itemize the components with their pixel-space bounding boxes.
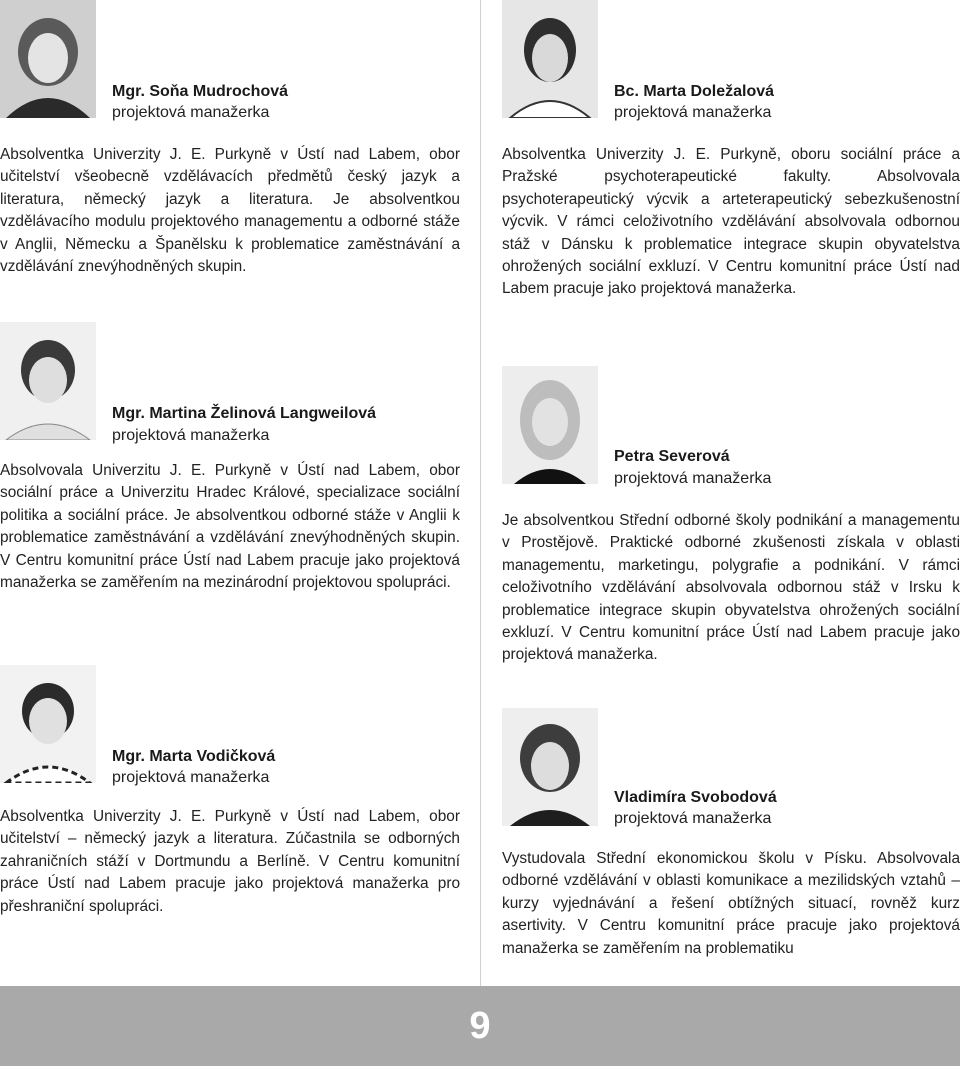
person-name: Bc. Marta Doležalová: [614, 83, 775, 100]
person-name: Mgr. Soňa Mudrochová: [112, 83, 289, 100]
person-bio: Absolventka Univerzity J. E. Purkyně v Ústí nad Labem, obor učitelství – německý jazyk a literatura. Zúčastnila se odborných zahraničních stáží v Dortmundu a Berlíně. V Centru komunitní práce Ústí nad Labem pracuje jako projektová manažerka pro přeshraniční spolupráci.: [0, 808, 460, 915]
portrait-photo: [0, 322, 96, 440]
person-bio: Vystudovala Střední ekonomickou školu v Písku. Absolvovala odborné vzdělávání v oblasti komunikace a mezilidských vztahů – kurzy vyjednávání a řešení obtížných situací, rovněž kurz asertivity. V Centru komunitní práce pracuje jako projektová manažerka se zaměřením na problematiku: [502, 850, 960, 957]
person-name: Mgr. Martina Želinová Langweilová: [112, 405, 377, 422]
portrait-photo: [0, 0, 96, 118]
person-role: projektová manažerka: [614, 104, 772, 121]
portrait-photo: [0, 665, 96, 783]
person-role: projektová manažerka: [614, 470, 772, 487]
person-role: projektová manažerka: [614, 810, 772, 827]
person-bio: Absolvovala Univerzitu J. E. Purkyně v Ústí nad Labem, obor sociální práce a Univerzitu Hradec Králové, specializace sociální politika a sociální práce. Je absolventkou odborné stáže v Anglii k problematice zaměstnávání a vzdělávání znevýhodněných skupin. V Centru komunitní práce Ústí nad Labem pracuje jako projektová manažerka se zaměřením na mezinárodní projektovou spolupráci.: [0, 462, 460, 592]
person-name: Vladimíra Svobodová: [614, 789, 777, 806]
portrait-icon: [502, 0, 598, 118]
person-bio: Je absolventkou Střední odborné školy podnikání a managementu v Prostějově. Praktické odborné zkušenosti získala v oblasti managementu, marketingu, polygrafie a podnikání. V rámci celoživotního vzdělávání absolvovala odbornou stáž v Irsku k problematice integrace skupin obyvatelstva ohrožených sociální exkluzí. V Centru komunitní práce Ústí nad Labem pracuje jako projektová manažerka.: [502, 512, 960, 664]
column-divider: [480, 0, 481, 986]
person-name: Petra Severová: [614, 448, 730, 465]
person-bio: Absolventka Univerzity J. E. Purkyně v Ústí nad Labem, obor učitelství všeobecně vzdělávacích předmětů český jazyk a literatura, německý jazyk a literatura. Je absolventkou vzdělávacího modulu projektového managementu a odborné stáže v Anglii, Německu a Španělsku k problematice zaměstnávání a vzdělávání znevýhodněných skupin.: [0, 146, 460, 276]
page-number: 9: [469, 1005, 491, 1047]
portrait-icon: [0, 0, 96, 118]
portrait-photo: [502, 366, 598, 484]
portrait-icon: [502, 708, 598, 826]
portrait-icon: [502, 366, 598, 484]
person-role: projektová manažerka: [112, 104, 270, 121]
portrait-photo: [502, 0, 598, 118]
portrait-icon: [0, 665, 96, 783]
portrait-icon: [0, 322, 96, 440]
portrait-photo: [502, 708, 598, 826]
person-name: Mgr. Marta Vodičková: [112, 748, 276, 765]
person-role: projektová manažerka: [112, 769, 270, 786]
person-role: projektová manažerka: [112, 427, 270, 444]
person-bio: Absolventka Univerzity J. E. Purkyně, oboru sociální práce a Pražské psychoterapeutické fakulty. Absolvovala psychoterapeutický výcvik a arteterapeutický sebezkušenostní výcvik. V rámci celoživotního vzdělávání absolvovala odbornou stáž v Dánsku k problematice integrace skupin obyvatelstva ohrožených sociální exkluzí. V Centru komunitní práce Ústí nad Labem pracuje jako projektová manažerka.: [502, 146, 960, 298]
page-footer: [0, 986, 960, 1066]
